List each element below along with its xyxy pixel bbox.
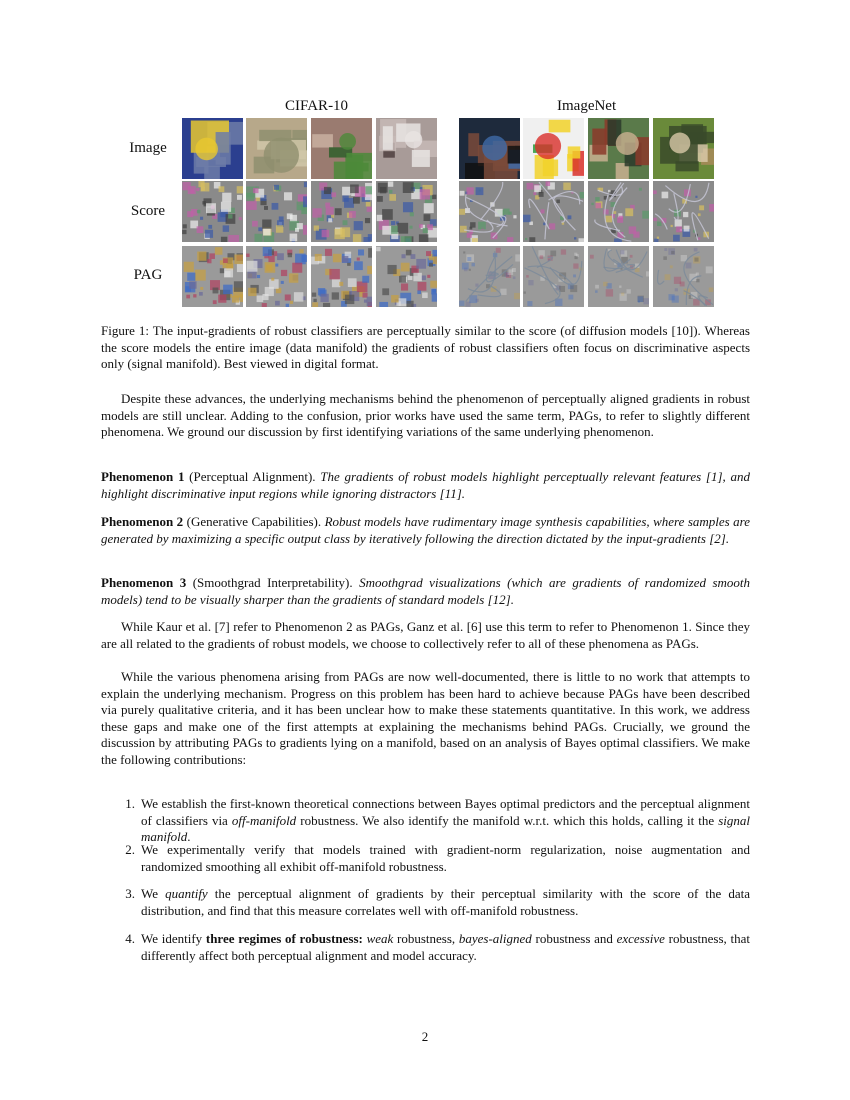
phenomenon-2-label: Phenomenon 2 <box>101 514 184 529</box>
figure-tile-pag <box>311 246 372 307</box>
figure-group-cifar10: CIFAR-10 <box>285 98 349 114</box>
row-label-score: Score <box>130 203 166 219</box>
phenomenon-1-label: Phenomenon 1 <box>101 469 185 484</box>
contribution-text: We establish the first-known theoretical connections between Bayes optimal predictors and the perceptual alignment of classifiers via off-manifold robustness. We also identify the manifold w.r.t. which this holds, calling it the signal manifold. <box>141 796 750 844</box>
contribution-item-4 <box>101 931 750 964</box>
figure-tile-pag <box>246 246 307 307</box>
figure-tile-pag <box>523 246 584 307</box>
figure-tile-pag <box>376 246 437 307</box>
phenomenon-2 <box>101 514 750 547</box>
figure-tile-score <box>653 181 714 242</box>
figure-tile-score <box>459 181 520 242</box>
intro-paragraph <box>101 391 750 441</box>
figure-group-imagenet: ImageNet <box>557 98 617 114</box>
figure-tile-image <box>246 118 307 179</box>
figure-tile-score <box>523 181 584 242</box>
intro-paragraph-text: Despite these advances, the underlying mechanisms behind the phenomenon of perceptually aligned gradients in robust models are still unclear. Adding to the confusion, prior works have used the same term, PAGs, to refer to slightly different phenomena. We ground our discussion by first identifying variations of the same underlying phenomenon. <box>101 391 750 439</box>
figure-tile-image <box>588 118 649 179</box>
phenomenon-3-name: (Smoothgrad Interpretability). <box>192 575 353 590</box>
figure-tile-image <box>523 118 584 179</box>
contribution-item-1 <box>101 796 750 846</box>
figure-tile-image <box>311 118 372 179</box>
paragraph-3 <box>101 669 750 768</box>
contribution-number: 3. <box>125 886 135 901</box>
figure-tile-image <box>182 118 243 179</box>
figure-tile-pag <box>182 246 243 307</box>
paragraph-2-text: While Kaur et al. [7] refer to Phenomenon 2 as PAGs, Ganz et al. [6] use this term to refer to Phenomenon 1. Since they are all related to the gradients of robust models, we choose to collectively refer to all of these phenomena as PAGs. <box>101 619 750 651</box>
figure-tile-pag <box>459 246 520 307</box>
contribution-number: 4. <box>125 931 135 946</box>
contribution-text: We identify three regimes of robustness: weak robustness, bayes-aligned robustness and excessive robustness, that differently affect both perceptual alignment and model accuracy. <box>141 931 751 963</box>
phenomenon-1-name: (Perceptual Alignment). <box>189 469 316 484</box>
row-label-image: Image <box>129 140 167 156</box>
figure-tile-pag <box>588 246 649 307</box>
phenomenon-1 <box>101 469 750 502</box>
phenomenon-3-label: Phenomenon 3 <box>101 575 187 590</box>
paragraph-2 <box>101 619 750 652</box>
phenomenon-3 <box>101 575 750 608</box>
paragraph-3-text: While the various phenomena arising from PAGs are now well-documented, there is little to no work that attempts to explain the underlying mechanism. Progress on this problem has been hard to achieve because PAGs have been described via purely qualitative criteria, and it has been unclear how to make these statements quantitative. In this work, we address these gaps and make one of the first attempts at explaining the mechanisms behind PAGs. Crucially, we ground the discussion by attributing PAGs to gradients lying on a manifold, based on an analysis of Bayes optimal classifiers. We make the following contributions: <box>101 669 750 767</box>
phenomenon-3-statement: Smoothgrad visualizations (which are gradients of randomized smooth models) tend to be visually sharper than the gradients of standard models [12]. <box>101 575 751 607</box>
figure-tile-image <box>376 118 437 179</box>
phenomenon-2-name: (Generative Capabilities). <box>186 514 322 529</box>
figure-tile-image <box>653 118 714 179</box>
figure-caption: Figure 1: The input-gradients of robust classifiers are perceptually similar to the score (of diffusion models [10]). Whereas the score models the entire image (data manifold) the gradients of robust classifiers often focus on discriminative aspects only (signal manifold). Best viewed in digital format. <box>101 323 750 371</box>
figure-tile-score <box>246 181 307 242</box>
phenomenon-2-statement: Robust models have rudimentary image synthesis capabilities, where samples are generated by maximizing a specific output class by iteratively following the direction dictated by the input-gradients [2]. <box>101 514 751 546</box>
contribution-text: We experimentally verify that models trained with gradient-norm regularization, noise augmentation and randomized smoothing all exhibit off-manifold robustness. <box>141 842 750 874</box>
row-label-pag: PAG <box>133 267 163 283</box>
contribution-number: 1. <box>125 796 135 811</box>
figure-tile-score <box>376 181 437 242</box>
phenomenon-1-statement: The gradients of robust models highlight perceptually relevant features [1], and highlight discriminative input regions while ignoring distractors [11]. <box>101 469 751 501</box>
contribution-number: 2. <box>125 842 135 857</box>
page-number: 2 <box>421 1029 429 1044</box>
figure-tile-image <box>459 118 520 179</box>
figure-tile-score <box>182 181 243 242</box>
figure-tile-score <box>588 181 649 242</box>
contribution-item-3 <box>101 886 750 919</box>
contribution-text: We quantify the perceptual alignment of gradients by their perceptual similarity with the score of the data distribution, and find that this measure correlates well with off-manifold robustness. <box>141 886 751 918</box>
figure-tile-score <box>311 181 372 242</box>
figure-tile-pag <box>653 246 714 307</box>
contribution-item-2 <box>101 842 750 875</box>
